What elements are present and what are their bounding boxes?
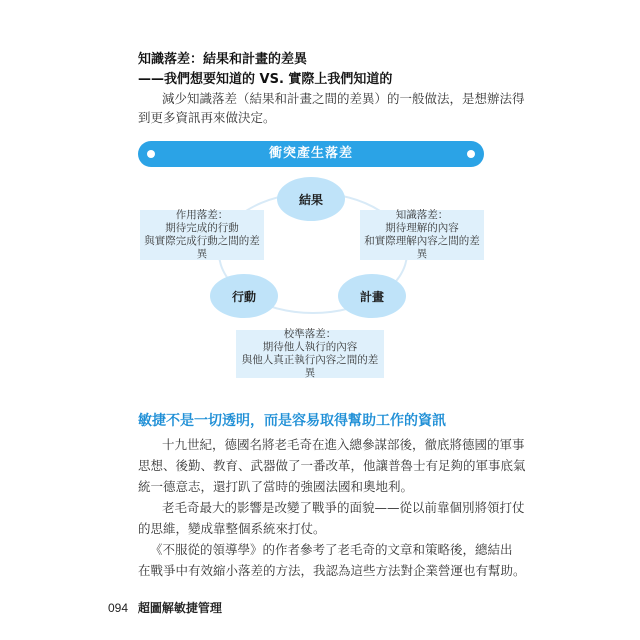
- body-line-2: 思想、後勤、教育、武器做了一番改革，他讓普魯士有足夠的軍事底氣: [138, 458, 526, 473]
- node-result: 結果: [277, 177, 345, 221]
- body-line-1: 十九世紀，德國名將老毛奇在進入總參謀部後，徹底將德國的軍事: [162, 437, 525, 452]
- banner-dot-right: [467, 150, 475, 158]
- gap-effect-title: 作用落差：: [175, 209, 229, 221]
- gap-effect-line-3: 與實際完成行動之間的差異: [144, 235, 260, 260]
- body-line-5: 的思維，變成靠整個系統來打仗。: [138, 521, 326, 536]
- book-title: 超圖解敏捷管理: [137, 601, 222, 615]
- gap-alignment-line-3: 與他人真正執行內容之間的差異: [241, 354, 379, 379]
- gap-knowledge-line-2: 期待理解的內容: [385, 222, 459, 234]
- gap-effect-line-2: 期待完成的行動: [165, 222, 239, 234]
- gap-alignment-title: 校準落差：: [283, 328, 337, 340]
- intro-paragraph-line-1: 減少知識落差（結果和計畫之間的差異）的一般做法，是想辦法得: [162, 91, 525, 106]
- gap-box-alignment: [236, 330, 384, 378]
- body-line-4: 老毛奇最大的影響是改變了戰爭的面貌——從以前靠個別將領打仗: [162, 500, 525, 515]
- intro-subheading: ——我們想要知道的 VS. 實際上我們知道的: [138, 72, 393, 87]
- body-line-3: 統一德意志，還打趴了當時的強國法國和奧地利。: [138, 479, 414, 494]
- gap-knowledge-title: 知識落差：: [395, 209, 449, 221]
- intro-paragraph-line-2: 到更多資訊再來做決定。: [138, 110, 276, 125]
- gap-box-knowledge: [360, 210, 484, 260]
- page-footer: [108, 599, 222, 616]
- section-title: 敏捷不是一切透明，而是容易取得幫助工作的資訊: [138, 413, 446, 429]
- diagram-banner: [138, 141, 484, 167]
- intro-heading: 知識落差：結果和計畫的差異: [138, 52, 308, 67]
- body-line-7: 在戰爭中有效縮小落差的方法，我認為這些方法對企業營運也有幫助。: [138, 563, 526, 578]
- gap-alignment-line-2: 期待他人執行的內容: [262, 341, 358, 353]
- node-plan: 計畫: [338, 274, 406, 318]
- gap-box-effect: [140, 210, 264, 260]
- gap-knowledge-line-3: 和實際理解內容之間的差異: [364, 235, 480, 260]
- body-line-6: 《不服從的領導學》的作者參考了老毛奇的文章和策略後，總結出: [150, 542, 513, 557]
- node-action: 行動: [210, 274, 278, 318]
- page-number: 094: [108, 601, 129, 615]
- diagram-title: 衝突產生落差: [268, 146, 353, 161]
